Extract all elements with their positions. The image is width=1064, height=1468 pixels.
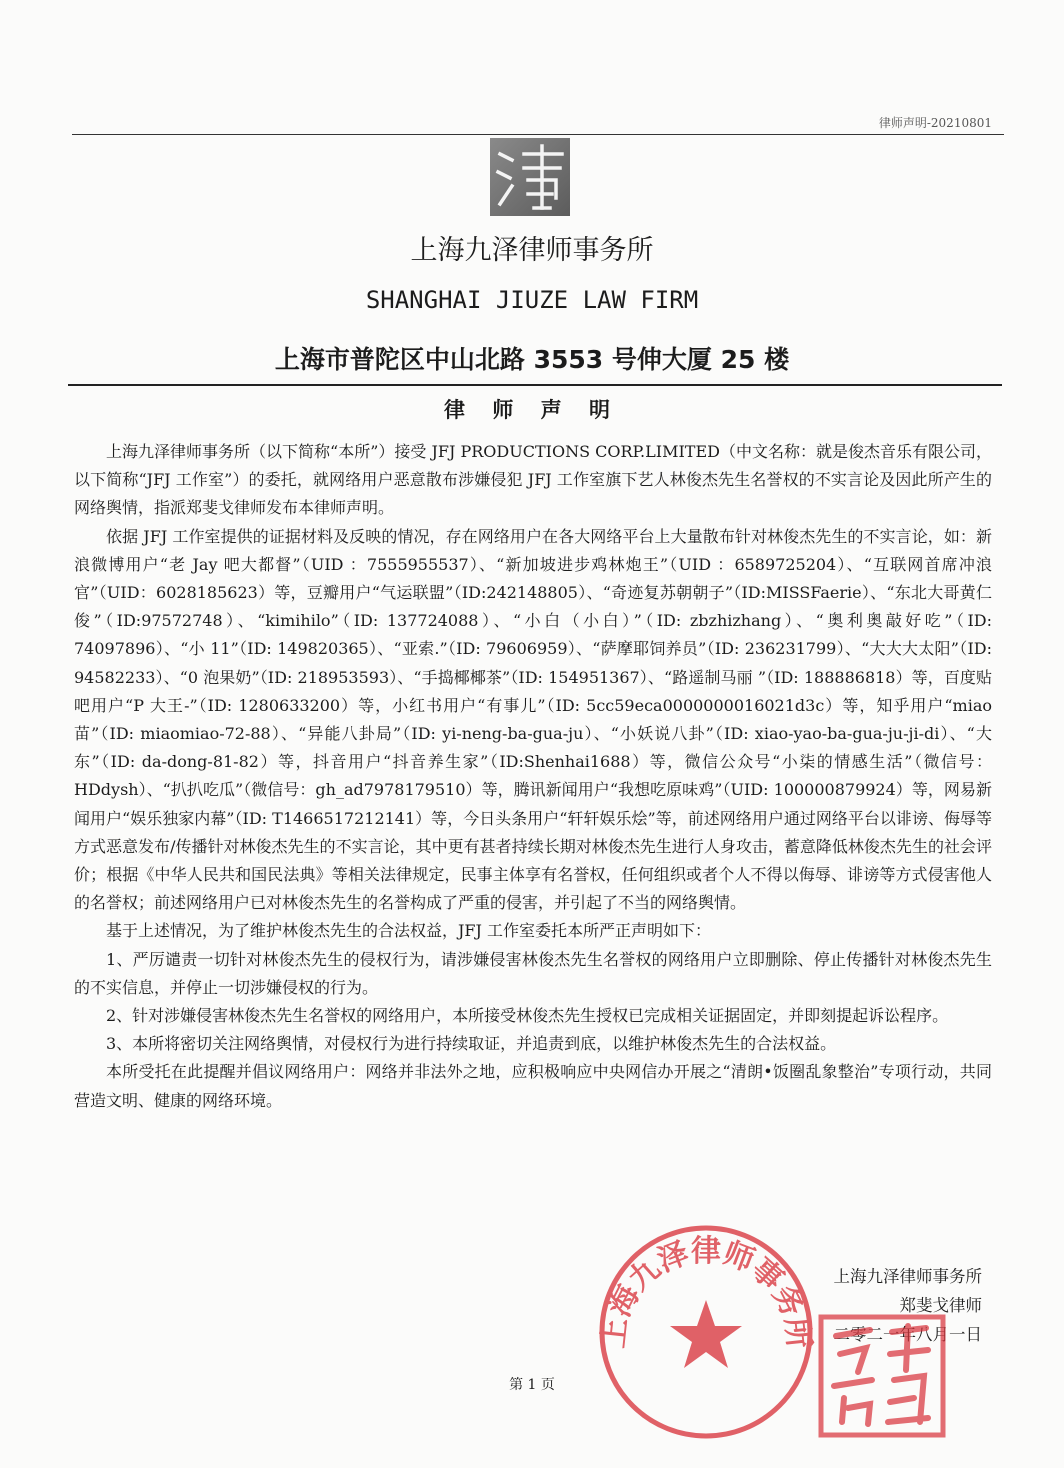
signature-lawyer: 郑斐戈律师: [899, 1296, 982, 1315]
paragraph-declaration-lead: 基于上述情况，为了维护林俊杰先生的合法权益，JFJ 工作室委托本所严正声明如下：: [106, 921, 712, 941]
document-code: 律师声明-20210801: [878, 116, 992, 130]
firm-name-cn: 上海九泽律师事务所: [410, 235, 654, 266]
seal-text: 上海九泽律师事务所: [596, 1233, 816, 1350]
title-rule: [68, 384, 1002, 386]
signature-date: 二零二一年八月一日: [833, 1325, 982, 1344]
signature-firm: 上海九泽律师事务所: [833, 1267, 982, 1286]
firm-name-en: SHANGHAI JIUZE LAW FIRM: [365, 286, 699, 314]
paragraph-item-2: 2、针对涉嫌侵害林俊杰先生名誉权的网络用户，本所接受林俊杰先生授权已完成相关证据固定，并即刻提起诉讼程序。: [106, 1006, 949, 1026]
paragraph-facts: 依据 JFJ 工作室提供的证据材料及反映的情况，存在网络用户在各大网络平台上大量散布针对林俊杰先生的不实言论，如：新浪微博用户“老 Jay 吧大都督”（UID ：7555955537）、“新加坡进步鸡林炮王”（UID ：6589725204）、“互联网首席冲浪官”（UID：6028185623）等，豆瓣用户“气运联盟”（ID:242148805）、“奇迹复苏朝朝子”（ID:MISSFaerie）、“东北大哥黄仁俊”（ID:97572748）、“kimihilo”（ID: 137724088）、“小白（小白）”（ID: zbzhizhang）、“奥利奥敲好吃”（ID: 74097896）、“小 11”（ID: 149820365）、“亚索.”（ID: 79606959）、“萨摩耶饲养员”（ID: 236231799）、“大大大太阳”（ID: 94582233）、“0 泡果奶”（ID: 218953593）、“手捣椰椰茶”（ID: 154951367）、“路遥制马丽 ”（ID: 188886818）等，百度贴吧用户“P 大王-”（ID: 1280633200）等，小红书用户“有事儿”（ID: 5cc59eca0000000016021d3c）等，知乎用户“miao 苗”（ID: miaomiao-72-88）、“异能八卦局”（ID: yi-neng-ba-gua-ju）、“小妖说八卦”（ID: xiao-yao-ba-gua-ju-ji-di）、“大东”（ID: da-dong-81-82）等，抖音用户“抖音养生家”（ID:Shenhai1688）等，微信公众号“小柒的情感生活”（微信号：HDdysh）、“扒扒吃瓜”（微信号：gh_ad7978179510）等，腾讯新闻用户“我想吃原味鸡”（UID: 100000879924）等，网易新闻用户“娱乐独家内幕”（ID: T1466517212141）等，今日头条用户“轩轩娱乐烩”等，前述网络用户通过网络平台以诽谤、侮辱等方式恶意发布/传播针对林俊杰先生的不实言论，其中更有甚者持续长期对林俊杰先生进行人身攻击，蓄意降低林俊杰先生的社会评价；根据《中华人民共和国民法典》等相关法律规定，民事主体享有名誉权，任何组织或者个人不得以侮辱、诽谤等方式侵害他人的名誉权；前述网络用户已对林俊杰先生的名誉构成了严重的侵害，并引起了不当的网络舆情。: [74, 526, 992, 913]
header-rule: [72, 134, 1004, 135]
paragraph-closing: 本所受托在此提醒并倡议网络用户：网络并非法外之地，应积极响应中央网信办开展之“清朗•饭圈乱象整治”专项行动，共同营造文明、健康的网络环境。: [74, 1062, 992, 1110]
statement-body: [74, 438, 992, 1115]
firm-address: 上海市普陀区中山北路 3553 号伸大厦 25 楼: [274, 345, 790, 374]
firm-seal-stamp: [596, 1222, 816, 1442]
paragraph-item-1: 1、严厉谴责一切针对林俊杰先生的侵权行为，请涉嫌侵害林俊杰先生名誉权的网络用户立即删除、停止传播针对林俊杰先生的不实信息，并停止一切涉嫌侵权的行为。: [74, 949, 992, 997]
page-number: 第 1 页: [509, 1377, 555, 1393]
paragraph-item-3: 3、本所将密切关注网络舆情，对侵权行为进行持续取证，并追责到底，以维护林俊杰先生的合法权益。: [106, 1034, 837, 1054]
paragraph-intro: 上海九泽律师事务所（以下简称“本所”）接受 JFJ PRODUCTIONS CORP.LIMITED（中文名称：就是俊杰音乐有限公司，以下简称“JFJ 工作室”）的委托，就网络用户恶意散布涉嫌侵犯 JFJ 工作室旗下艺人林俊杰先生名誉权的不实言论及因此所产生的网络舆情，指派郑斐戈律师发布本律师声明。: [74, 442, 992, 518]
lawyer-signature-stamp: [818, 1314, 946, 1438]
firm-logo: [490, 138, 570, 216]
svg-text:上海九泽律师事务所: [596, 1234, 816, 1350]
notice-title: 律 师 声 明: [444, 398, 620, 422]
